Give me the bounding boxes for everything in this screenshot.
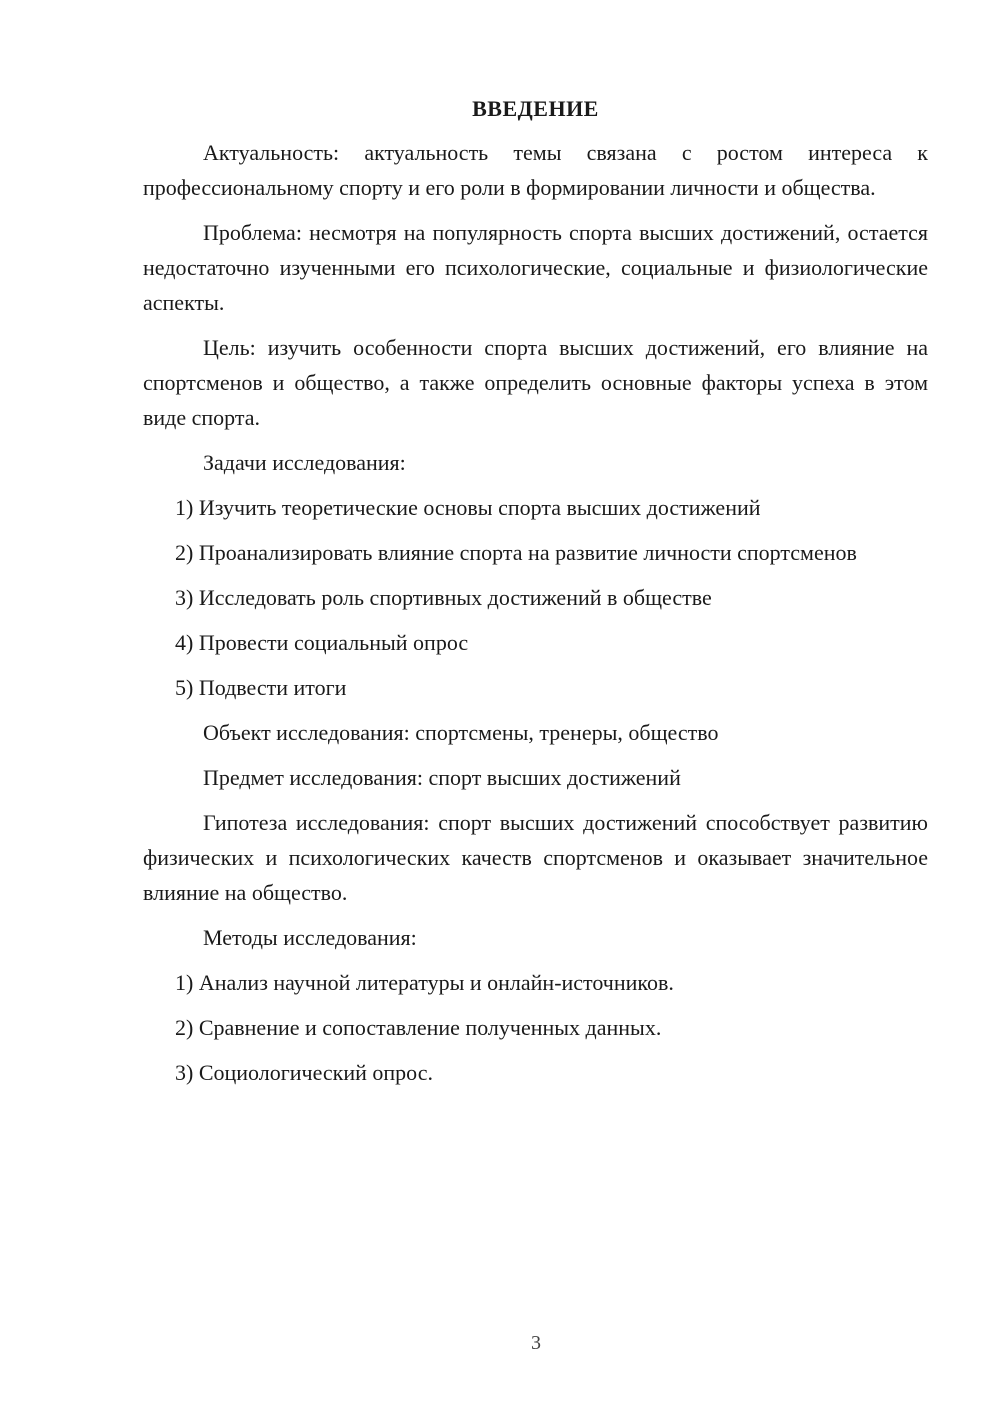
methods-heading: Методы исследования: [203, 925, 417, 950]
list-item: 2) Сравнение и сопоставление полученных данных. [175, 1015, 662, 1040]
list-item: 2) Проанализировать влияние спорта на развитие личности спортсменов [175, 540, 857, 565]
tasks-heading: Задачи исследования: [203, 450, 406, 475]
paragraph-hypothesis: Гипотеза исследования: спорт высших достижений способствует развитию физических и психологических качеств спортсменов и оказывает значительное влияние на общество. [143, 810, 928, 905]
section-title: ВВЕДЕНИЕ [472, 96, 599, 121]
list-item: 5) Подвести итоги [175, 675, 347, 700]
list-item: 3) Исследовать роль спортивных достижений в обществе [175, 585, 712, 610]
document-body [143, 94, 928, 1100]
list-item: 1) Анализ научной литературы и онлайн-источников. [175, 970, 674, 995]
paragraph-subject: Предмет исследования: спорт высших достижений [203, 765, 681, 790]
paragraph-object: Объект исследования: спортсмены, тренеры, общество [203, 720, 719, 745]
tasks-list [143, 490, 928, 705]
list-item: 4) Провести социальный опрос [175, 630, 469, 655]
list-item: 1) Изучить теоретические основы спорта высших достижений [175, 495, 761, 520]
page-number: 3 [531, 1332, 541, 1354]
list-item: 3) Социологический опрос. [175, 1060, 433, 1085]
paragraph-problem: Проблема: несмотря на популярность спорта высших достижений, остается недостаточно изученными его психологические, социальные и физиологические аспекты. [143, 220, 928, 315]
paragraph-relevance: Актуальность: актуальность темы связана с ростом интереса к профессиональному спорту и его роли в формировании личности и общества. [143, 140, 928, 200]
paragraph-goal: Цель: изучить особенности спорта высших достижений, его влияние на спортсменов и общество, а также определить основные факторы успеха в этом виде спорта. [143, 335, 928, 430]
methods-list [143, 965, 928, 1090]
